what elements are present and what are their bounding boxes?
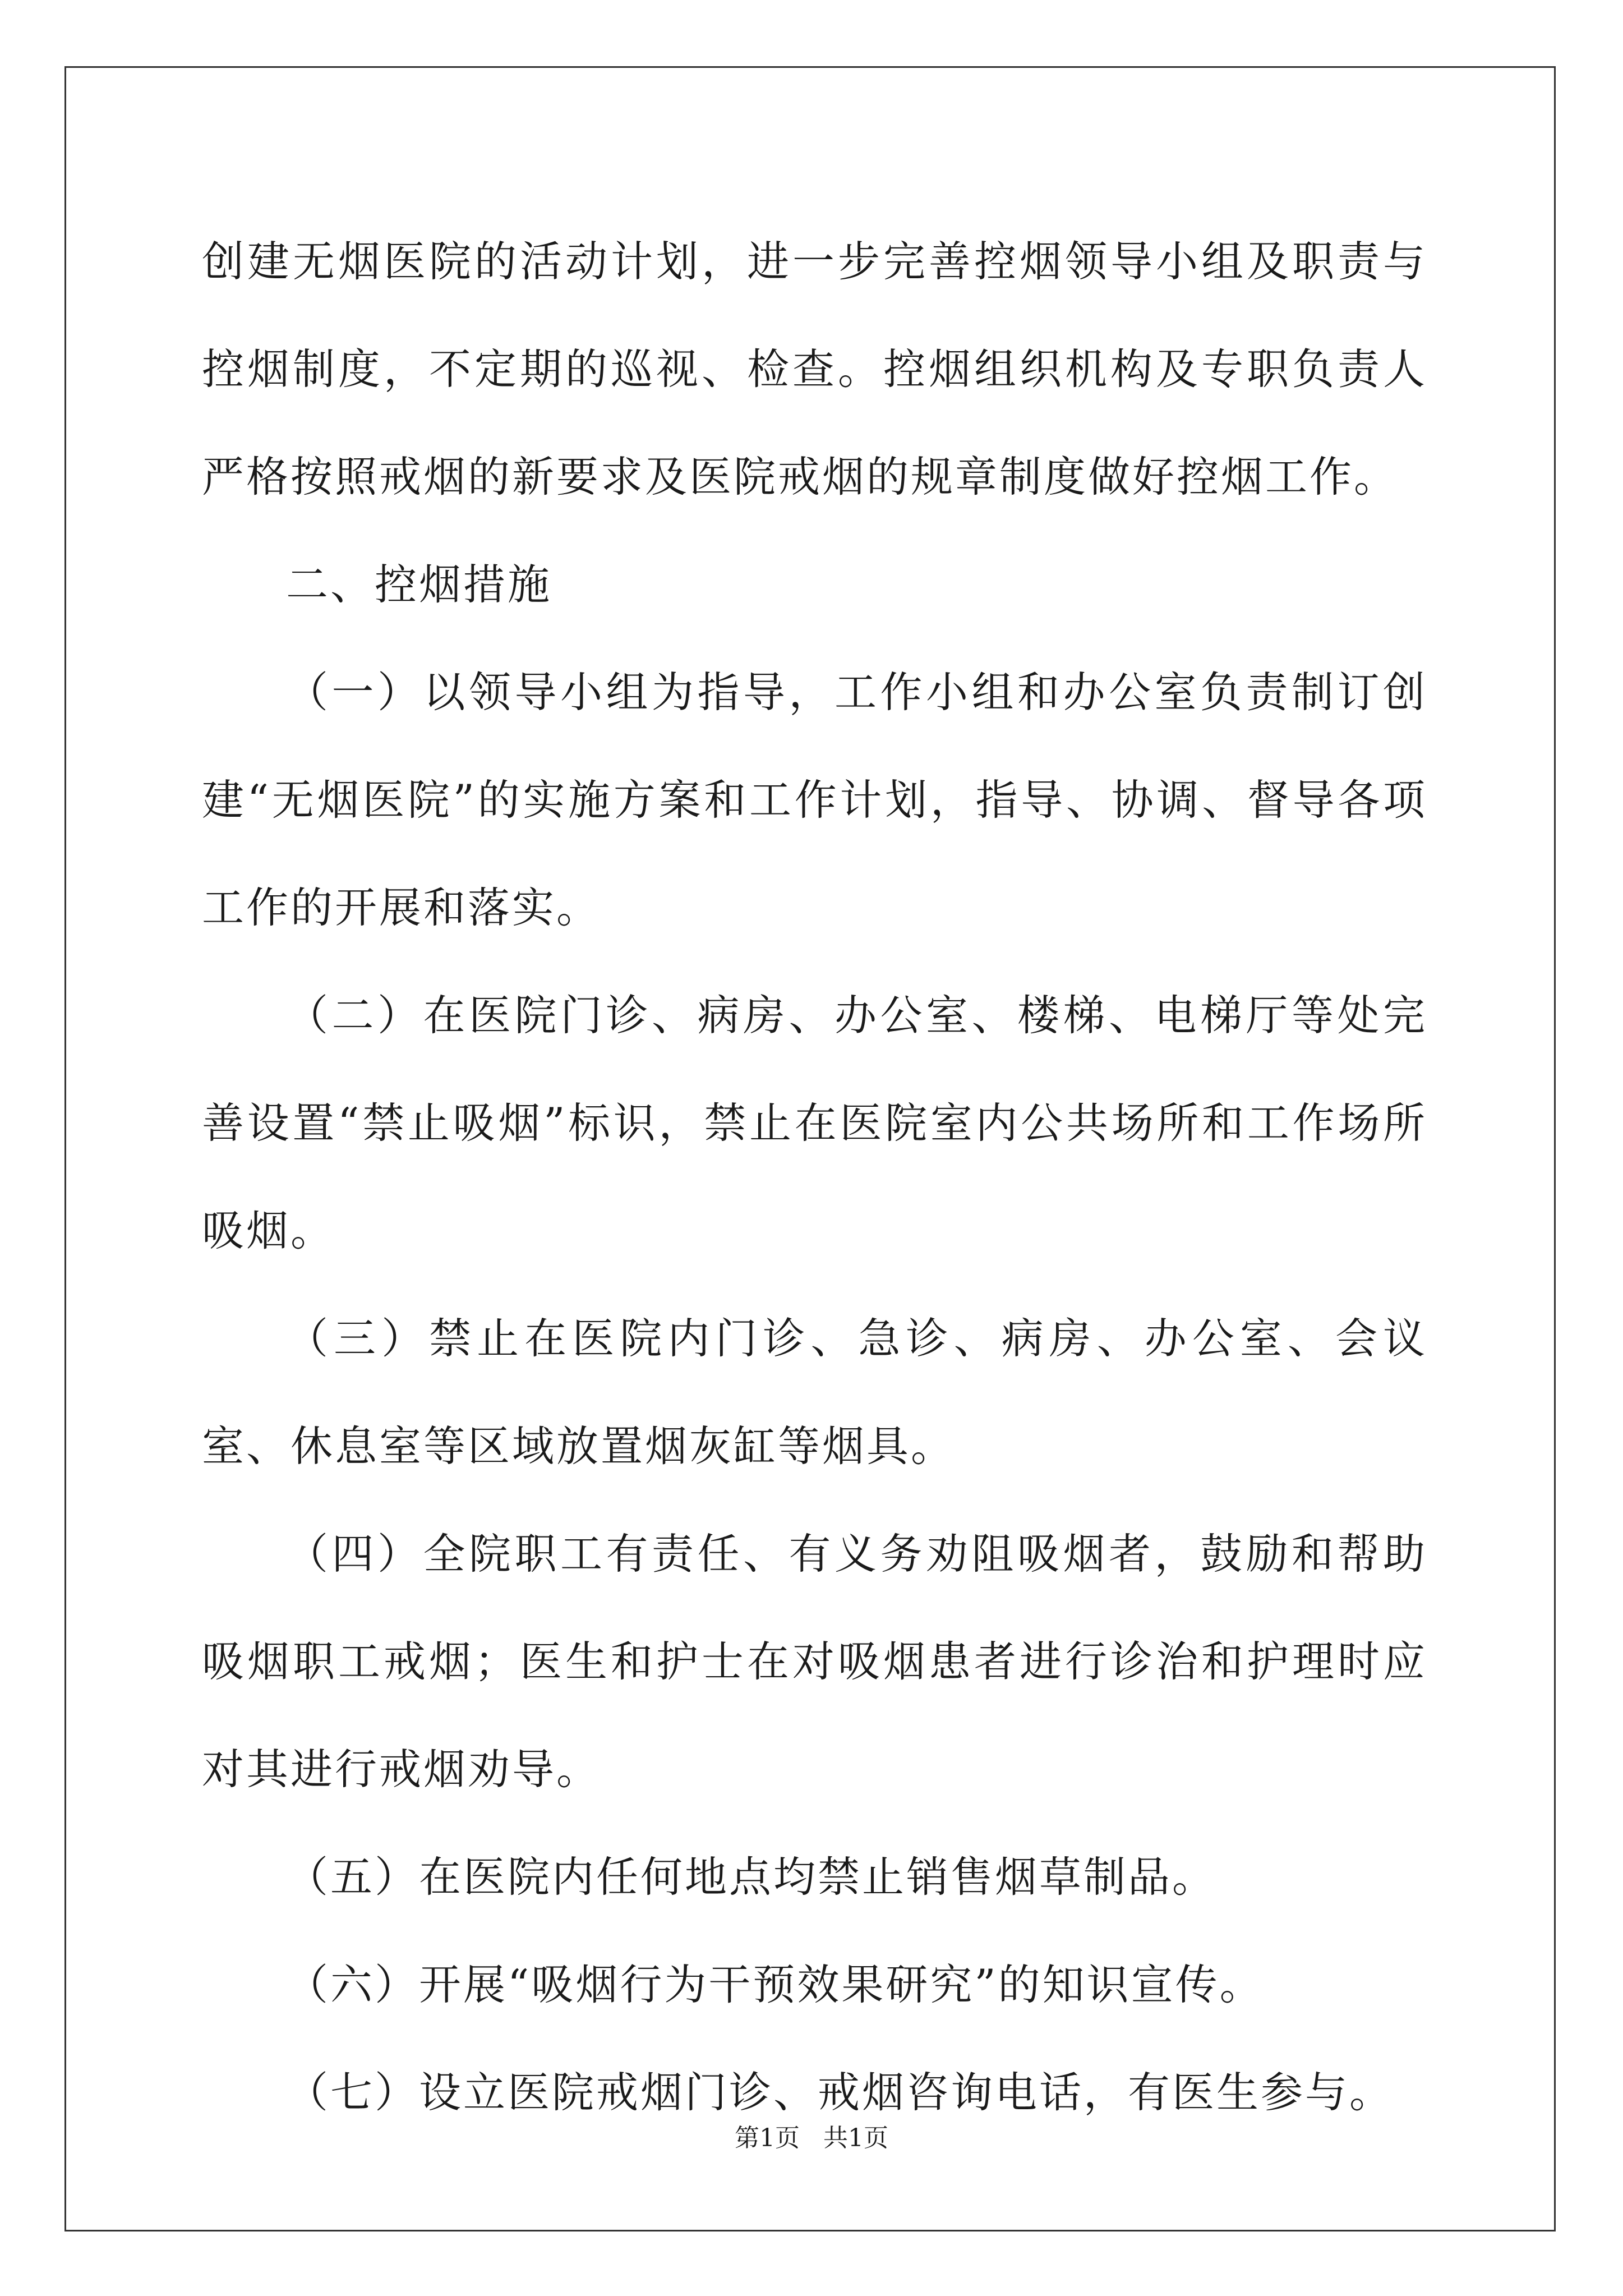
paragraph: 创建无烟医院的活动计划，进一步完善控烟领导小组及职责与控烟制度，不定期的巡视、检查。控烟组织机构及专职负责人严格按照戒烟的新要求及医院戒烟的规章制度做好控烟工作。 [202, 237, 1427, 501]
page-number: 第1页 [735, 2124, 800, 2152]
paragraph: （三）禁止在医院内门诊、急诊、病房、办公室、会议室、休息室等区域放置烟灰缸等烟具。 [202, 1314, 1427, 1471]
section-heading: 二、控烟措施 [286, 560, 552, 609]
document-body [202, 208, 1427, 2146]
paragraph: （六）开展“吸烟行为干预效果研究”的知识宣传。 [286, 1960, 1264, 2009]
paragraph: （二）在医院门诊、病房、办公室、楼梯、电梯厅等处完善设置“禁止吸烟”标识，禁止在医院室内公共场所和工作场所吸烟。 [202, 991, 1427, 1255]
paragraph: （五）在医院内任何地点均禁止销售烟草制品。 [286, 1852, 1217, 1902]
paragraph: （一）以领导小组为指导，工作小组和办公室负责制订创建“无烟医院”的实施方案和工作计划，指导、协调、督导各项工作的开展和落实。 [202, 668, 1427, 932]
total-pages: 共1页 [823, 2124, 888, 2152]
paragraph: （七）设立医院戒烟门诊、戒烟咨询电话，有医生参与。 [286, 2068, 1394, 2117]
page-footer [0, 2122, 1623, 2155]
paragraph: （四）全院职工有责任、有义务劝阻吸烟者，鼓励和帮助吸烟职工戒烟；医生和护士在对吸烟患者进行诊治和护理时应对其进行戒烟劝导。 [202, 1529, 1427, 1794]
